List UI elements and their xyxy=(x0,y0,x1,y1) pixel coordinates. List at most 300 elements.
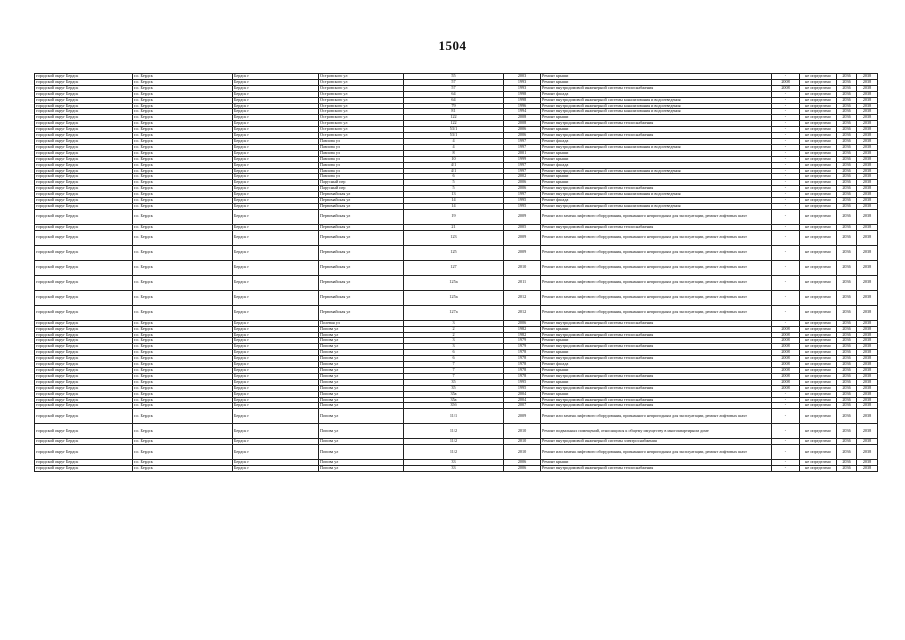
cell-last-repair-year: 2008 xyxy=(772,79,800,85)
cell-settlement: Бердск г xyxy=(233,260,319,275)
cell-district: г.о. Бердск xyxy=(133,391,233,397)
cell-street: Островского ул xyxy=(319,109,404,115)
cell-plan-end-year: 2038 xyxy=(857,203,878,209)
cell-plan-end-year: 2038 xyxy=(857,168,878,174)
cell-house-number: 53/1 xyxy=(404,127,504,133)
cell-district: г.о. Бердск xyxy=(133,74,233,80)
cell-municipality: городской округ Бердск xyxy=(35,156,133,162)
cell-work-type: Ремонт крыши xyxy=(541,338,772,344)
cell-settlement: Бердск г xyxy=(233,373,319,379)
cell-build-year: 2012 xyxy=(504,290,541,305)
cell-municipality: городской округ Бердск xyxy=(35,326,133,332)
cell-district: г.о. Бердск xyxy=(133,144,233,150)
cell-plan-start-year: 2036 xyxy=(837,290,857,305)
cell-build-year: 1978 xyxy=(504,350,541,356)
cell-municipality: городской округ Бердск xyxy=(35,74,133,80)
cell-cost: не определено xyxy=(800,397,837,403)
cell-plan-start-year: 2036 xyxy=(837,424,857,439)
cell-plan-start-year: 2036 xyxy=(837,466,857,472)
cell-cost: не определено xyxy=(800,224,837,230)
cell-work-type: Ремонт внутридомовой инженерной системы теплоснабжения xyxy=(541,332,772,338)
cell-municipality: городской округ Бердск xyxy=(35,224,133,230)
cell-municipality: городской округ Бердск xyxy=(35,350,133,356)
cell-plan-end-year: 2038 xyxy=(857,156,878,162)
cell-street: Островского ул xyxy=(319,91,404,97)
cell-house-number: 11/2 xyxy=(404,424,504,439)
cell-settlement: Бердск г xyxy=(233,74,319,80)
cell-plan-end-year: 2038 xyxy=(857,350,878,356)
cell-plan-start-year: 2036 xyxy=(837,85,857,91)
cell-house-number: 64 xyxy=(404,97,504,103)
cell-settlement: Бердск г xyxy=(233,439,319,445)
cell-cost: не определено xyxy=(800,245,837,260)
cell-plan-end-year: 2038 xyxy=(857,180,878,186)
cell-last-repair-year: - xyxy=(772,203,800,209)
table-row xyxy=(35,305,878,320)
cell-street: Островского ул xyxy=(319,127,404,133)
cell-build-year: 2011 xyxy=(504,275,541,290)
cell-plan-start-year: 2036 xyxy=(837,260,857,275)
cell-work-type: Ремонт фасада xyxy=(541,362,772,368)
cell-plan-start-year: 2036 xyxy=(837,174,857,180)
cell-build-year: 2006 xyxy=(504,186,541,192)
cell-street: Попова ул xyxy=(319,445,404,460)
cell-work-type: Ремонт фасада xyxy=(541,162,772,168)
cell-municipality: городской округ Бердск xyxy=(35,305,133,320)
cell-plan-start-year: 2036 xyxy=(837,368,857,374)
cell-plan-end-year: 2038 xyxy=(857,186,878,192)
cell-build-year: 2006 xyxy=(504,460,541,466)
cell-last-repair-year: 2008 xyxy=(772,373,800,379)
cell-plan-end-year: 2038 xyxy=(857,97,878,103)
cell-house-number: 5 xyxy=(404,186,504,192)
cell-settlement: Бердск г xyxy=(233,138,319,144)
cell-settlement: Бердск г xyxy=(233,109,319,115)
cell-work-type: Ремонт фасада xyxy=(541,198,772,204)
cell-work-type: Ремонт внутридомовой инженерной системы теплоснабжения xyxy=(541,373,772,379)
cell-house-number: 125а xyxy=(404,290,504,305)
cell-plan-start-year: 2036 xyxy=(837,379,857,385)
table-row xyxy=(35,290,878,305)
cell-street: Первомайская ул xyxy=(319,245,404,260)
cell-work-type: Ремонт или замена лифтового оборудования, признанного непригодным для эксплуатации, ремонт лифтовых шахт xyxy=(541,260,772,275)
table-row xyxy=(35,260,878,275)
cell-work-type: Ремонт внутридомовой инженерной системы электроснабжения xyxy=(541,439,772,445)
cell-district: г.о. Бердск xyxy=(133,424,233,439)
cell-municipality: городской округ Бердск xyxy=(35,180,133,186)
cell-street: Островского ул xyxy=(319,79,404,85)
cell-street: Попова ул xyxy=(319,397,404,403)
cell-work-type: Ремонт крыши xyxy=(541,150,772,156)
cell-plan-start-year: 2036 xyxy=(837,409,857,424)
cell-work-type: Ремонт крыши xyxy=(541,350,772,356)
cell-cost: не определено xyxy=(800,368,837,374)
cell-municipality: городской округ Бердск xyxy=(35,97,133,103)
cell-last-repair-year: 2008 xyxy=(772,332,800,338)
cell-district: г.о. Бердск xyxy=(133,326,233,332)
cell-cost: не определено xyxy=(800,260,837,275)
cell-plan-end-year: 2038 xyxy=(857,275,878,290)
cell-plan-start-year: 2036 xyxy=(837,115,857,121)
cell-district: г.о. Бердск xyxy=(133,79,233,85)
cell-plan-start-year: 2036 xyxy=(837,133,857,139)
cell-plan-start-year: 2036 xyxy=(837,192,857,198)
cell-plan-start-year: 2036 xyxy=(837,168,857,174)
cell-settlement: Бердск г xyxy=(233,391,319,397)
cell-house-number: 35а xyxy=(404,391,504,397)
cell-build-year: 2006 xyxy=(504,466,541,472)
cell-street: Попова ул xyxy=(319,368,404,374)
cell-plan-start-year: 2036 xyxy=(837,156,857,162)
cell-house-number: 127 xyxy=(404,260,504,275)
cell-cost: не определено xyxy=(800,192,837,198)
cell-cost: не определено xyxy=(800,338,837,344)
cell-settlement: Бердск г xyxy=(233,385,319,391)
cell-plan-start-year: 2036 xyxy=(837,362,857,368)
cell-cost: не определено xyxy=(800,391,837,397)
cell-settlement: Бердск г xyxy=(233,403,319,409)
cell-settlement: Бердск г xyxy=(233,397,319,403)
cell-district: г.о. Бердск xyxy=(133,320,233,326)
cell-settlement: Бердск г xyxy=(233,162,319,168)
cell-street: Попова ул xyxy=(319,350,404,356)
cell-last-repair-year: 2008 xyxy=(772,326,800,332)
cell-build-year: 2012 xyxy=(504,305,541,320)
cell-plan-end-year: 2038 xyxy=(857,192,878,198)
cell-cost: не определено xyxy=(800,290,837,305)
cell-municipality: городской округ Бердск xyxy=(35,373,133,379)
cell-settlement: Бердск г xyxy=(233,320,319,326)
cell-house-number: 7 xyxy=(404,368,504,374)
cell-last-repair-year: 2008 xyxy=(772,379,800,385)
cell-cost: не определено xyxy=(800,326,837,332)
cell-plan-start-year: 2036 xyxy=(837,144,857,150)
cell-settlement: Бердск г xyxy=(233,350,319,356)
cell-settlement: Бердск г xyxy=(233,168,319,174)
cell-house-number: 53/1 xyxy=(404,133,504,139)
cell-settlement: Бердск г xyxy=(233,379,319,385)
cell-work-type: Ремонт или замена лифтового оборудования, признанного непригодным для эксплуатации, ремонт лифтовых шахт xyxy=(541,305,772,320)
cell-build-year: 2001 xyxy=(504,150,541,156)
cell-plan-start-year: 2036 xyxy=(837,138,857,144)
cell-plan-end-year: 2038 xyxy=(857,224,878,230)
table-row xyxy=(35,445,878,460)
cell-street: Первомайская ул xyxy=(319,230,404,245)
cell-last-repair-year: - xyxy=(772,180,800,186)
cell-plan-start-year: 2036 xyxy=(837,121,857,127)
cell-cost: не определено xyxy=(800,144,837,150)
cell-municipality: городской округ Бердск xyxy=(35,320,133,326)
cell-house-number: 125 xyxy=(404,245,504,260)
cell-plan-start-year: 2036 xyxy=(837,320,857,326)
cell-work-type: Ремонт фасада xyxy=(541,91,772,97)
cell-build-year: 2005 xyxy=(504,224,541,230)
cell-settlement: Бердск г xyxy=(233,424,319,439)
cell-last-repair-year: - xyxy=(772,168,800,174)
cell-last-repair-year: - xyxy=(772,109,800,115)
cell-work-type: Ремонт или замена лифтового оборудования, признанного непригодным для эксплуатации, ремонт лифтовых шахт xyxy=(541,245,772,260)
cell-settlement: Бердск г xyxy=(233,186,319,192)
cell-municipality: городской округ Бердск xyxy=(35,260,133,275)
cell-last-repair-year: - xyxy=(772,74,800,80)
cell-last-repair-year: - xyxy=(772,186,800,192)
cell-district: г.о. Бердск xyxy=(133,162,233,168)
cell-municipality: городской округ Бердск xyxy=(35,424,133,439)
page-number: 1504 xyxy=(438,38,467,53)
cell-work-type: Ремонт внутридомовой инженерной системы канализования и водоотведения xyxy=(541,168,772,174)
cell-house-number: 64 xyxy=(404,91,504,97)
cell-street: Первомайская ул xyxy=(319,224,404,230)
cell-plan-start-year: 2036 xyxy=(837,332,857,338)
cell-build-year: 2009 xyxy=(504,409,541,424)
cell-municipality: городской округ Бердск xyxy=(35,109,133,115)
cell-settlement: Бердск г xyxy=(233,144,319,150)
cell-house-number: 7 xyxy=(404,362,504,368)
cell-settlement: Бердск г xyxy=(233,209,319,224)
cell-municipality: городской округ Бердск xyxy=(35,121,133,127)
cell-settlement: Бердск г xyxy=(233,338,319,344)
cell-plan-start-year: 2036 xyxy=(837,350,857,356)
cell-district: г.о. Бердск xyxy=(133,224,233,230)
cell-build-year: 1978 xyxy=(504,356,541,362)
cell-settlement: Бердск г xyxy=(233,203,319,209)
cell-build-year: 1996 xyxy=(504,103,541,109)
cell-municipality: городской округ Бердск xyxy=(35,397,133,403)
cell-settlement: Бердск г xyxy=(233,466,319,472)
cell-plan-end-year: 2038 xyxy=(857,133,878,139)
cell-settlement: Бердск г xyxy=(233,91,319,97)
cell-municipality: городской округ Бердск xyxy=(35,103,133,109)
cell-house-number: 19 xyxy=(404,209,504,224)
cell-work-type: Ремонт внутридомовой инженерной системы канализования и водоотведения xyxy=(541,103,772,109)
cell-plan-end-year: 2038 xyxy=(857,332,878,338)
cell-house-number: 57 xyxy=(404,85,504,91)
cell-district: г.о. Бердск xyxy=(133,168,233,174)
cell-street: Островского ул xyxy=(319,103,404,109)
cell-build-year: 2008 xyxy=(504,115,541,121)
cell-house-number: 35 xyxy=(404,385,504,391)
cell-settlement: Бердск г xyxy=(233,133,319,139)
cell-municipality: городской округ Бердск xyxy=(35,115,133,121)
cell-municipality: городской округ Бердск xyxy=(35,198,133,204)
table-row xyxy=(35,245,878,260)
cell-plan-start-year: 2036 xyxy=(837,338,857,344)
cell-house-number: 7 xyxy=(404,373,504,379)
cell-cost: не определено xyxy=(800,156,837,162)
cell-house-number: 3 xyxy=(404,338,504,344)
cell-district: г.о. Бердск xyxy=(133,186,233,192)
cell-work-type: Ремонт внутридомовой инженерной системы канализования и водоотведения xyxy=(541,109,772,115)
cell-work-type: Ремонт или замена лифтового оборудования, признанного непригодным для эксплуатации, ремонт лифтовых шахт xyxy=(541,445,772,460)
cell-cost: не определено xyxy=(800,439,837,445)
cell-street: Первомайская ул xyxy=(319,209,404,224)
cell-last-repair-year: - xyxy=(772,439,800,445)
cell-district: г.о. Бердск xyxy=(133,192,233,198)
cell-work-type: Ремонт внутридомовой инженерной системы теплоснабжения xyxy=(541,186,772,192)
cell-last-repair-year: 2008 xyxy=(772,85,800,91)
cell-street: Парусный пер xyxy=(319,180,404,186)
cell-last-repair-year: - xyxy=(772,127,800,133)
cell-settlement: Бердск г xyxy=(233,127,319,133)
cell-municipality: городской округ Бердск xyxy=(35,445,133,460)
cell-plan-start-year: 2036 xyxy=(837,391,857,397)
cell-settlement: Бердск г xyxy=(233,192,319,198)
cell-street: Павлова ул xyxy=(319,162,404,168)
cell-last-repair-year: - xyxy=(772,192,800,198)
cell-plan-end-year: 2038 xyxy=(857,127,878,133)
cell-build-year: 1979 xyxy=(504,338,541,344)
cell-build-year: 1995 xyxy=(504,203,541,209)
cell-district: г.о. Бердск xyxy=(133,230,233,245)
cell-municipality: городской округ Бердск xyxy=(35,409,133,424)
cell-last-repair-year: - xyxy=(772,445,800,460)
cell-house-number: 13 xyxy=(404,192,504,198)
cell-house-number: 6 xyxy=(404,174,504,180)
cell-house-number: 6 xyxy=(404,350,504,356)
cell-district: г.о. Бердск xyxy=(133,368,233,374)
cell-settlement: Бердск г xyxy=(233,85,319,91)
cell-plan-end-year: 2038 xyxy=(857,362,878,368)
cell-work-type: Ремонт крыши xyxy=(541,115,772,121)
cell-build-year: 1995 xyxy=(504,198,541,204)
cell-last-repair-year: - xyxy=(772,460,800,466)
cell-municipality: городской округ Бердск xyxy=(35,230,133,245)
cell-municipality: городской округ Бердск xyxy=(35,85,133,91)
cell-district: г.о. Бердск xyxy=(133,356,233,362)
cell-plan-end-year: 2038 xyxy=(857,103,878,109)
cell-cost: не определено xyxy=(800,350,837,356)
cell-plan-start-year: 2036 xyxy=(837,445,857,460)
cell-plan-start-year: 2036 xyxy=(837,203,857,209)
cell-last-repair-year: - xyxy=(772,115,800,121)
cell-cost: не определено xyxy=(800,91,837,97)
cell-last-repair-year: - xyxy=(772,103,800,109)
cell-cost: не определено xyxy=(800,198,837,204)
cell-last-repair-year: - xyxy=(772,403,800,409)
cell-last-repair-year: - xyxy=(772,156,800,162)
cell-plan-start-year: 2036 xyxy=(837,230,857,245)
cell-plan-end-year: 2038 xyxy=(857,121,878,127)
cell-district: г.о. Бердск xyxy=(133,344,233,350)
table-row xyxy=(35,230,878,245)
cell-plan-end-year: 2038 xyxy=(857,445,878,460)
cell-cost: не определено xyxy=(800,209,837,224)
cell-district: г.о. Бердск xyxy=(133,460,233,466)
cell-work-type: Ремонт внутридомовой инженерной системы теплоснабжения xyxy=(541,85,772,91)
table-row xyxy=(35,424,878,439)
cell-municipality: городской округ Бердск xyxy=(35,79,133,85)
cell-house-number: 11/2 xyxy=(404,445,504,460)
cell-street: Павлова ул xyxy=(319,144,404,150)
cell-work-type: Ремонт внутридомовой инженерной системы канализования и водоотведения xyxy=(541,97,772,103)
cell-district: г.о. Бердск xyxy=(133,397,233,403)
cell-build-year: 1993 xyxy=(504,79,541,85)
cell-house-number: 123 xyxy=(404,230,504,245)
cell-cost: не определено xyxy=(800,460,837,466)
cell-work-type: Ремонт или замена лифтового оборудования, признанного непригодным для эксплуатации, ремонт лифтовых шахт xyxy=(541,409,772,424)
cell-plan-end-year: 2038 xyxy=(857,138,878,144)
cell-municipality: городской округ Бердск xyxy=(35,439,133,445)
cell-district: г.о. Бердск xyxy=(133,373,233,379)
cell-last-repair-year: - xyxy=(772,397,800,403)
cell-last-repair-year: - xyxy=(772,91,800,97)
cell-plan-end-year: 2038 xyxy=(857,174,878,180)
cell-street: Попова ул xyxy=(319,466,404,472)
cell-settlement: Бердск г xyxy=(233,198,319,204)
table-row xyxy=(35,209,878,224)
cell-work-type: Ремонт внутридомовой инженерной системы канализования и водоотведения xyxy=(541,144,772,150)
cell-build-year: 1978 xyxy=(504,362,541,368)
cell-house-number: 10 xyxy=(404,156,504,162)
cell-house-number: 55 xyxy=(404,74,504,80)
cell-settlement: Бердск г xyxy=(233,97,319,103)
cell-build-year: 2006 xyxy=(504,180,541,186)
cell-plan-end-year: 2038 xyxy=(857,115,878,121)
cell-municipality: городской округ Бердск xyxy=(35,466,133,472)
cell-street: Попова ул xyxy=(319,356,404,362)
cell-street: Первомайская ул xyxy=(319,260,404,275)
cell-street: Попова ул xyxy=(319,344,404,350)
cell-work-type: Ремонт крыши xyxy=(541,127,772,133)
cell-build-year: 1997 xyxy=(504,168,541,174)
cell-district: г.о. Бердск xyxy=(133,439,233,445)
cell-build-year: 2002 xyxy=(504,174,541,180)
cell-street: Первомайская ул xyxy=(319,203,404,209)
cell-build-year: 2010 xyxy=(504,260,541,275)
cell-plan-end-year: 2038 xyxy=(857,397,878,403)
cell-build-year: 2010 xyxy=(504,439,541,445)
cell-district: г.о. Бердск xyxy=(133,150,233,156)
cell-cost: не определено xyxy=(800,97,837,103)
cell-settlement: Бердск г xyxy=(233,290,319,305)
cell-municipality: городской округ Бердск xyxy=(35,385,133,391)
cell-work-type: Ремонт или замена лифтового оборудования, признанного непригодным для эксплуатации, ремонт лифтовых шахт xyxy=(541,275,772,290)
cell-last-repair-year: - xyxy=(772,162,800,168)
cell-street: Попова ул xyxy=(319,424,404,439)
cell-house-number: 35 xyxy=(404,379,504,385)
cell-house-number: 35б xyxy=(404,403,504,409)
cell-build-year: 2009 xyxy=(504,209,541,224)
cell-cost: не определено xyxy=(800,356,837,362)
cell-cost: не определено xyxy=(800,403,837,409)
cell-municipality: городской округ Бердск xyxy=(35,162,133,168)
cell-last-repair-year: - xyxy=(772,320,800,326)
cell-work-type: Ремонт крыши xyxy=(541,174,772,180)
cell-work-type: Ремонт крыши xyxy=(541,391,772,397)
cell-house-number: 6 xyxy=(404,356,504,362)
cell-build-year: 1998 xyxy=(504,97,541,103)
cell-work-type: Ремонт подвальных помещений, относящихся к общему имуществу в многоквартирном доме xyxy=(541,424,772,439)
cell-street: Павлова ул xyxy=(319,138,404,144)
cell-municipality: городской округ Бердск xyxy=(35,460,133,466)
cell-street: Попова ул xyxy=(319,332,404,338)
cell-plan-end-year: 2038 xyxy=(857,290,878,305)
cell-municipality: городской округ Бердск xyxy=(35,338,133,344)
cell-settlement: Бердск г xyxy=(233,156,319,162)
cell-district: г.о. Бердск xyxy=(133,115,233,121)
cell-build-year: 2009 xyxy=(504,230,541,245)
cell-last-repair-year: - xyxy=(772,121,800,127)
cell-plan-end-year: 2038 xyxy=(857,439,878,445)
cell-settlement: Бердск г xyxy=(233,409,319,424)
cell-last-repair-year: - xyxy=(772,305,800,320)
cell-cost: не определено xyxy=(800,379,837,385)
cell-district: г.о. Бердск xyxy=(133,133,233,139)
cell-municipality: городской округ Бердск xyxy=(35,127,133,133)
cell-build-year: 1997 xyxy=(504,192,541,198)
cell-municipality: городской округ Бердск xyxy=(35,368,133,374)
cell-settlement: Бердск г xyxy=(233,121,319,127)
